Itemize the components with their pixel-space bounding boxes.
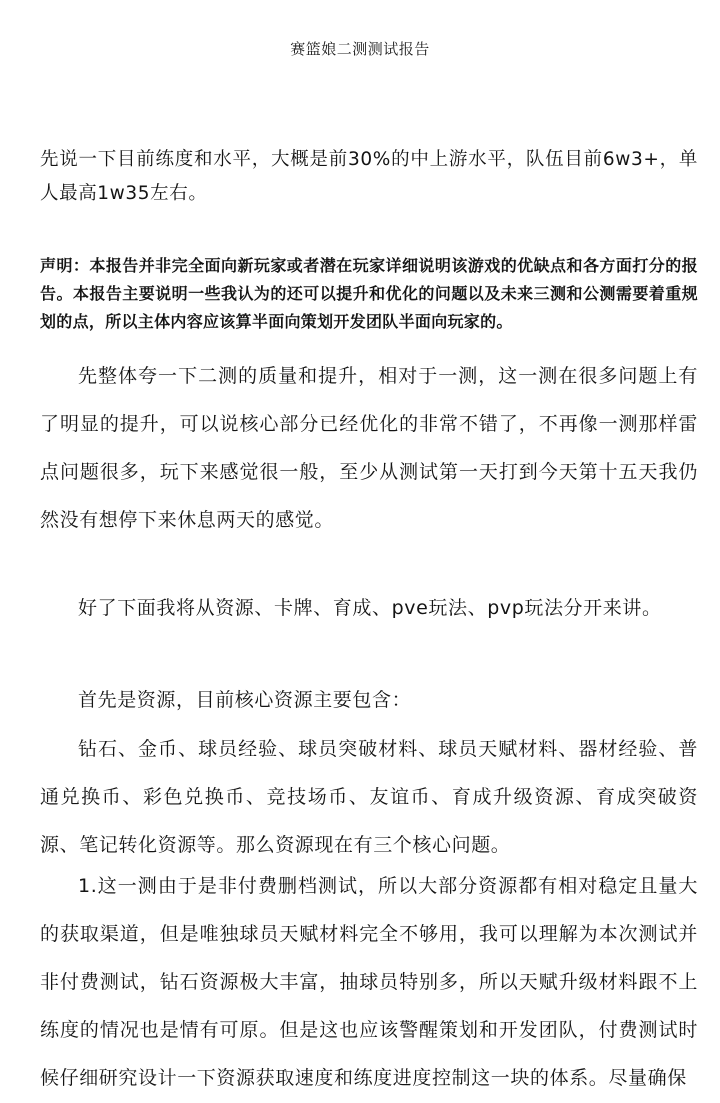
intro-paragraph: 先说一下目前练度和水平，大概是前30%的中上游水平，队伍目前6w3+，单人最高1w35左右。 bbox=[40, 149, 698, 204]
praise-paragraph: 先整体夸一下二测的质量和提升，相对于一测，这一测在很多问题上有了明显的提升，可以说核心部分已经优化的非常不错了，不再像一测那样雷点问题很多，玩下来感觉很一般，至少从测试第一天打到今天第十五天我仍然没有想停下来休息两天的感觉。 bbox=[40, 365, 698, 531]
resources-heading-paragraph: 首先是资源，目前核心资源主要包含： bbox=[78, 689, 412, 711]
statement-paragraph: 声明：本报告并非完全面向新玩家或者潜在玩家详细说明该游戏的优缺点和各方面打分的报告。本报告主要说明一些我认为的还可以提升和优化的问题以及未来三测和公测需要着重规划的点，所以主体内容应该算半面向策划开发团队半面向玩家的。 bbox=[40, 256, 698, 331]
problem-1-paragraph: 1.这一测由于是非付费删档测试，所以大部分资源都有相对稳定且量大的获取渠道，但是唯独球员天赋材料完全不够用，我可以理解为本次测试并非付费测试，钻石资源极大丰富，抽球员特别多，所以天赋升级材料跟不上练度的情况也是情有可原。但是这也应该警醒策划和开发团队，付费测试时候仔细研究设计一下资源获取速度和练度进度控制这一块的体系。尽量确保 bbox=[40, 875, 698, 1089]
resources-list-paragraph: 钻石、金币、球员经验、球员突破材料、球员天赋材料、器材经验、普通兑换币、彩色兑换币、竞技场币、友谊币、育成升级资源、育成突破资源、笔记转化资源等。那么资源现在有三个核心问题。 bbox=[40, 738, 698, 856]
document-title: 赛篮娘二测测试报告 bbox=[290, 40, 430, 58]
overview-paragraph: 好了下面我将从资源、卡牌、育成、pve玩法、pvp玩法分开来讲。 bbox=[78, 597, 662, 619]
